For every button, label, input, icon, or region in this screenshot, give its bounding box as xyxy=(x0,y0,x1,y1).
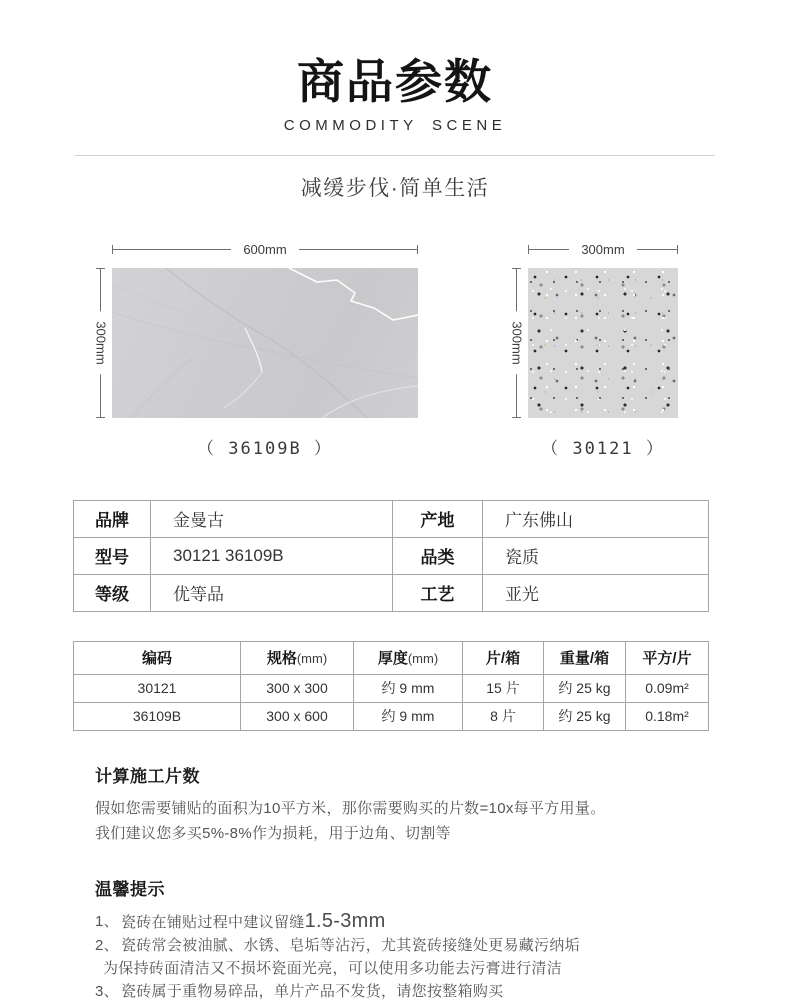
tips-section xyxy=(95,875,720,1003)
size-table-cell: 36109B xyxy=(74,702,241,730)
tips-heading: 温馨提示 xyxy=(95,879,165,899)
table-header-row xyxy=(74,641,709,674)
table-row xyxy=(74,574,709,611)
tip-emphasis: 1.5-3mm xyxy=(304,909,386,932)
size-table-cell: 约 25 kg xyxy=(544,702,626,730)
size-table-cell: 15 片 xyxy=(463,674,544,702)
calc-heading: 计算施工片数 xyxy=(95,766,200,786)
spec-value-cell: 瓷质 xyxy=(483,537,709,574)
size-table-header-cell: 厚度(mm) xyxy=(354,641,463,674)
size-table-header-cell: 重量/箱 xyxy=(544,641,626,674)
calc-paragraph-line: 我们建议您多买5%-8%作为损耗，用于边角、切割等 xyxy=(95,824,451,842)
height-dimension-label: 300mm xyxy=(94,311,107,374)
terrazzo-tile-image xyxy=(528,268,678,418)
table-row xyxy=(74,537,709,574)
width-dimension-line xyxy=(112,243,418,256)
table-row xyxy=(74,500,709,537)
size-table-cell: 0.18m² xyxy=(626,702,709,730)
size-table-cell: 30121 xyxy=(74,674,241,702)
spec-label-cell: 品类 xyxy=(393,537,483,574)
size-table-header-cell: 编码 xyxy=(74,641,241,674)
calc-section xyxy=(95,762,720,846)
page-subtitle: COMMODITY SCENE xyxy=(283,116,507,134)
spec-value-cell: 广东佛山 xyxy=(483,500,709,537)
spec-value-cell: 亚光 xyxy=(483,574,709,611)
spec-value-cell: 30121 36109B xyxy=(151,537,393,574)
marble-tile-image xyxy=(112,268,418,418)
tile-figures xyxy=(0,243,790,458)
tip-text: 为保持砖面清洁又不损坏瓷面光亮，可以使用多功能去污膏进行清洁 xyxy=(103,959,563,977)
table-row xyxy=(74,702,709,730)
table-row xyxy=(74,674,709,702)
tip-text: 瓷砖常会被油腻、水锈、皂垢等沾污，尤其瓷砖接缝处更易藏污纳垢 xyxy=(120,936,580,954)
width-dimension-label: 600mm xyxy=(231,242,298,257)
tip-text: 瓷砖在铺贴过程中建议留缝1.5-3mm xyxy=(120,909,386,932)
size-table xyxy=(73,641,709,731)
tip-item-continuation xyxy=(95,957,720,980)
tip-number: 3、 xyxy=(95,982,119,1000)
header xyxy=(0,0,790,202)
spec-value-cell: 金曼古 xyxy=(151,500,393,537)
header-divider xyxy=(75,155,715,156)
width-dimension-label: 300mm xyxy=(569,242,636,257)
size-table-cell: 8 片 xyxy=(463,702,544,730)
tip-item xyxy=(95,910,720,934)
size-table-header-cell: 平方/片 xyxy=(626,641,709,674)
tile-figure-30121 xyxy=(510,243,678,459)
size-table-cell: 约 9 mm xyxy=(354,702,463,730)
tile-caption: （ 36109B ） xyxy=(197,438,333,459)
height-dimension-line xyxy=(94,268,107,418)
spec-label-cell: 工艺 xyxy=(393,574,483,611)
tile-caption: （ 30121 ） xyxy=(541,438,665,459)
height-dimension-line xyxy=(510,268,523,418)
size-table-cell: 0.09m² xyxy=(626,674,709,702)
tile-figure-36109B xyxy=(94,243,418,459)
size-table-header-cell: 片/箱 xyxy=(463,641,544,674)
spec-label-cell: 品牌 xyxy=(74,500,151,537)
calc-paragraph-line: 假如您需要铺贴的面积为10平方米，那你需要购买的片数=10x每平方用量。 xyxy=(95,799,606,817)
size-table-cell: 约 9 mm xyxy=(354,674,463,702)
tip-number: 1、 xyxy=(95,912,119,930)
tagline: 减缓步伐·简单生活 xyxy=(300,176,490,200)
tip-item xyxy=(95,980,720,1003)
spec-value-cell: 优等品 xyxy=(151,574,393,611)
page-title: 商品参数 xyxy=(297,55,493,108)
size-table-cell: 300 x 300 xyxy=(241,674,354,702)
spec-table xyxy=(73,500,709,612)
tip-number: 2、 xyxy=(95,936,119,954)
tip-item xyxy=(95,934,720,957)
spec-label-cell: 等级 xyxy=(74,574,151,611)
marble-veins-graphic xyxy=(112,268,418,418)
size-table-header-cell: 规格(mm) xyxy=(241,641,354,674)
spec-label-cell: 产地 xyxy=(393,500,483,537)
width-dimension-line xyxy=(528,243,678,256)
spec-label-cell: 型号 xyxy=(74,537,151,574)
height-dimension-label: 300mm xyxy=(510,311,523,374)
size-table-cell: 300 x 600 xyxy=(241,702,354,730)
tip-text: 瓷砖属于重物易碎品，单片产品不发货，请您按整箱购买 xyxy=(120,982,504,1000)
size-table-cell: 约 25 kg xyxy=(544,674,626,702)
